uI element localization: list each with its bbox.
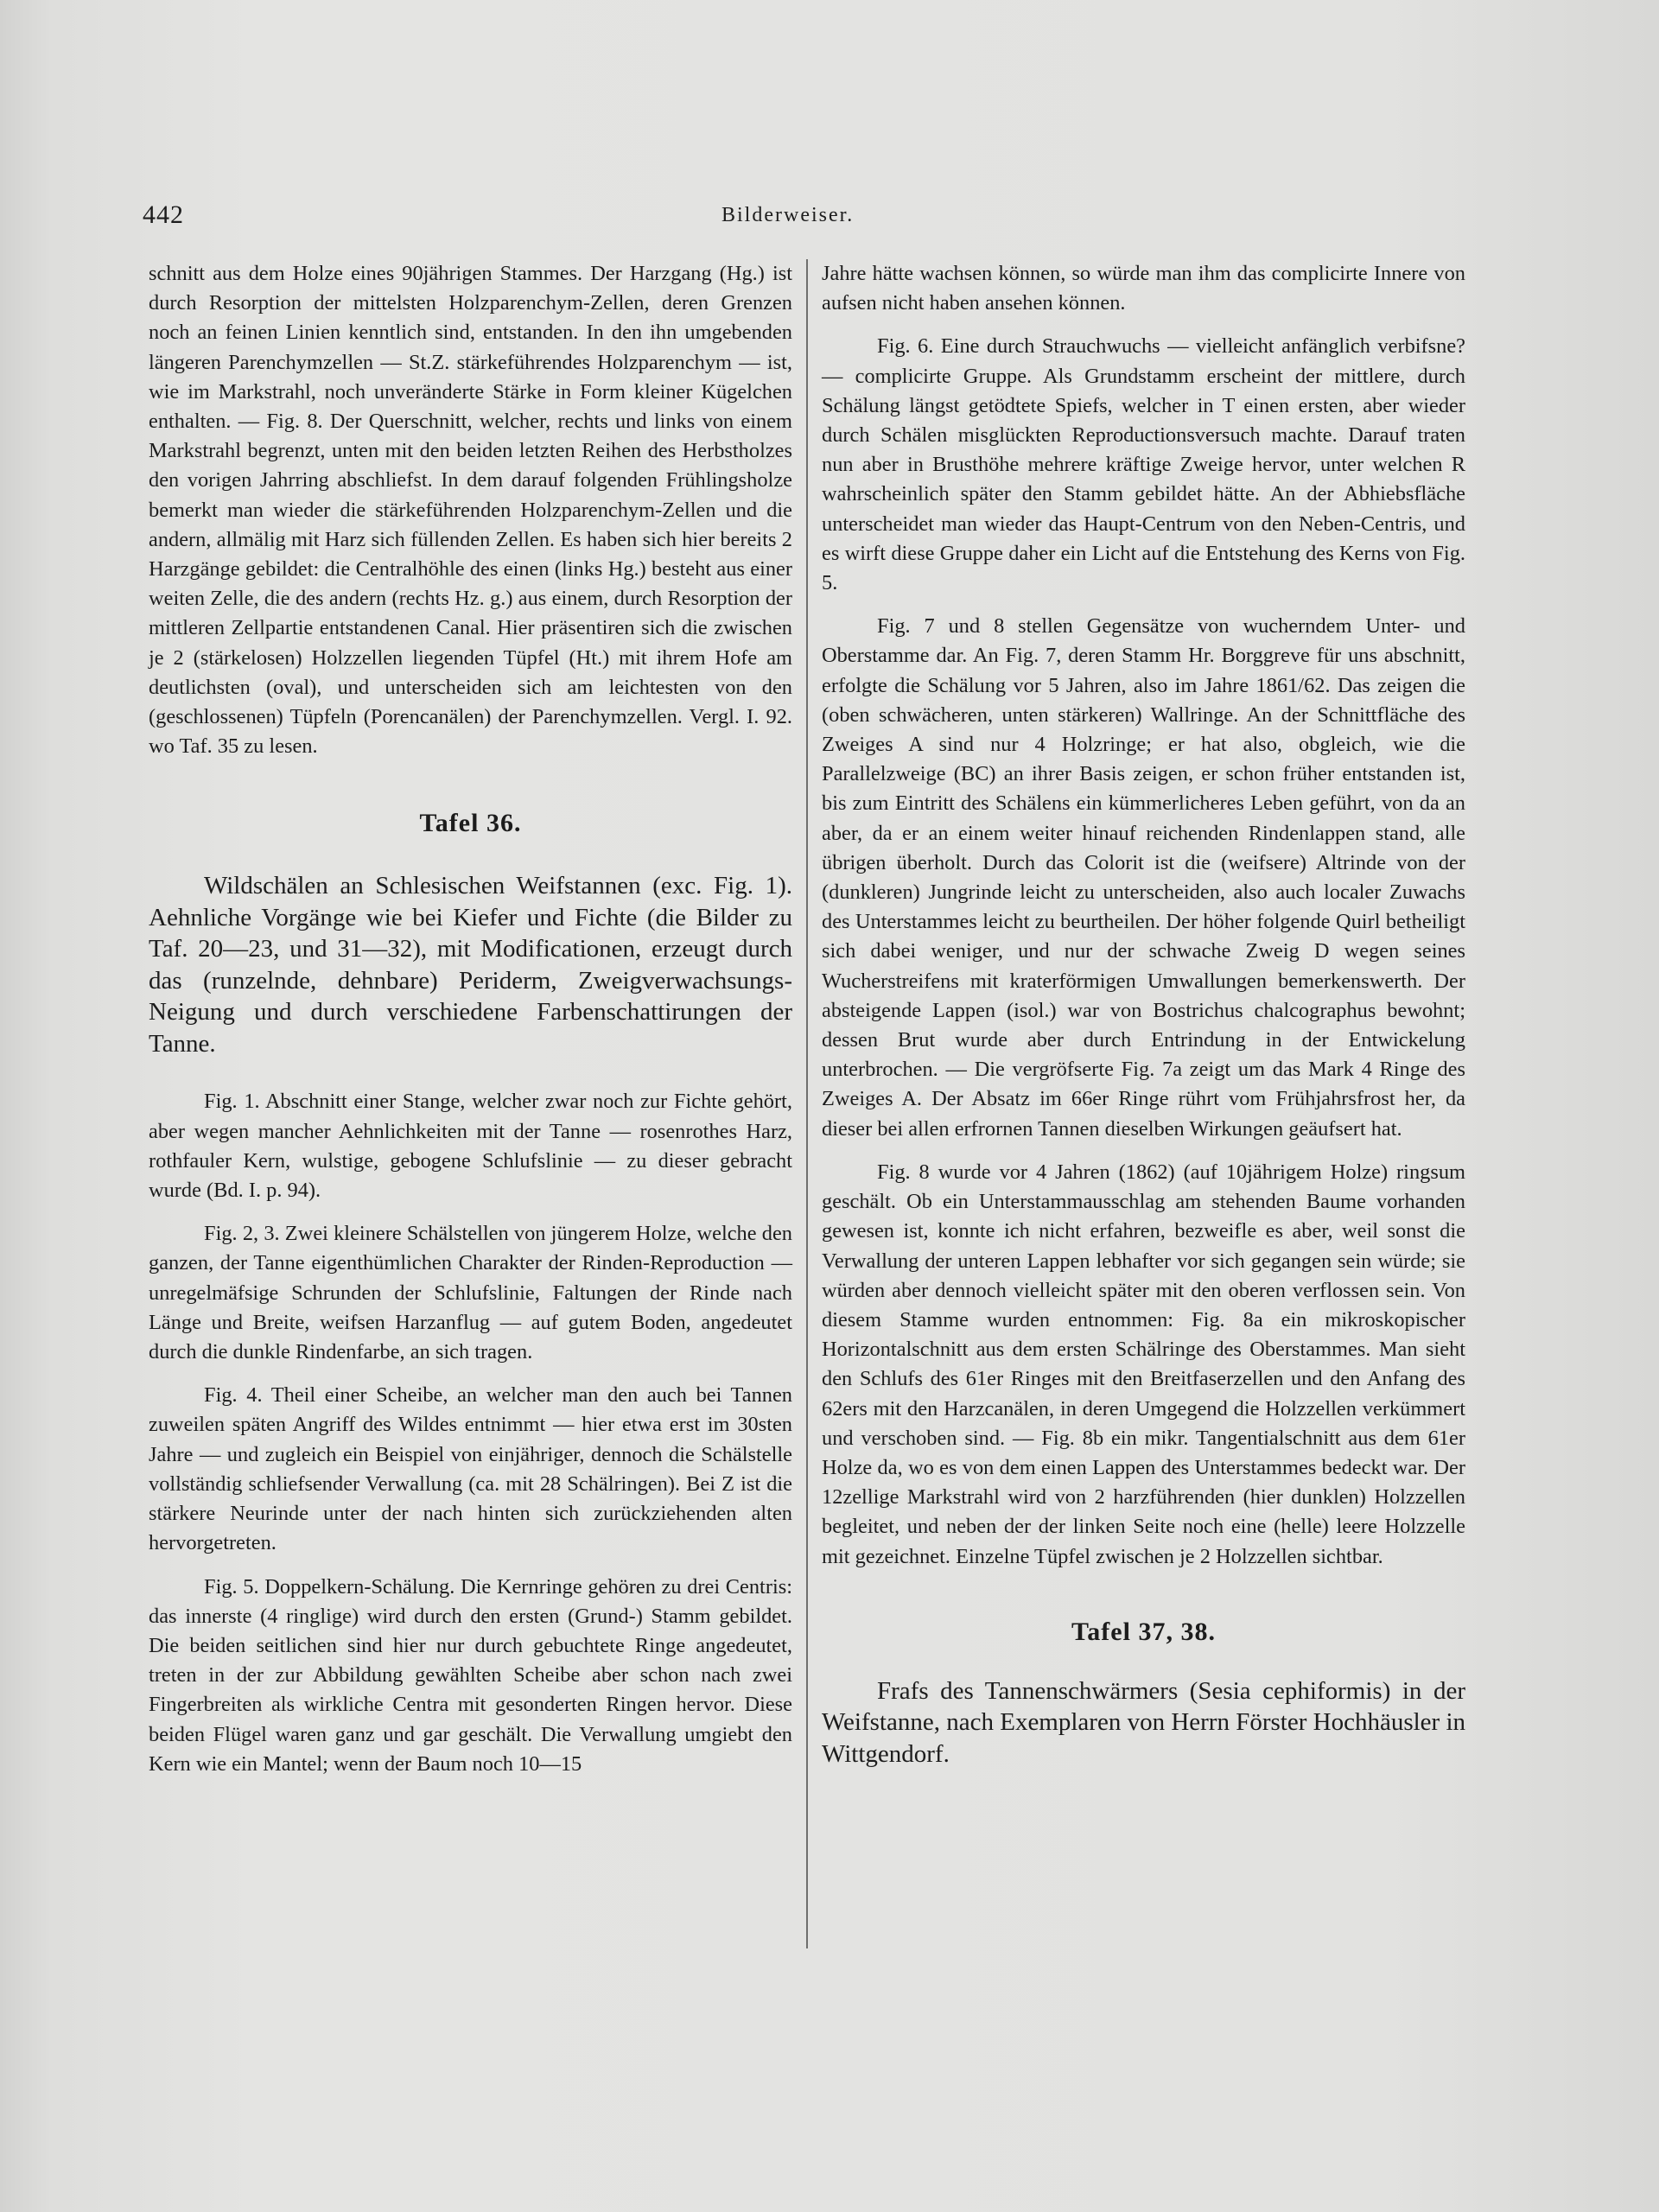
left-column	[149, 259, 792, 1779]
paragraph-fig-2-3: Fig. 2, 3. Zwei kleinere Schälstellen von jüngerem Holze, welche den ganzen, der Tanne eigenthümlichen Charakter der Rinden-Reproduction — unregelmäfsige Schrunden der Schlufslinie, Faltungen der Rinde nach Länge und Breite, weifsen Harzanflug — auf gutem Boden, angedeutet durch die dunkle Rindenfarbe, an sich tragen.	[149, 1222, 792, 1364]
paragraph-continuation: schnitt aus dem Holze eines 90jährigen Stammes. Der Harzgang (Hg.) ist durch Resorption der mittelsten Holzparenchym-Zellen, deren Grenzen noch an feinen Linien kenntlich sind, entstanden. In den ihn umgebenden längeren Parenchymzellen — St.Z. stärkeführendes Holzparenchym — ist, wie im Markstrahl, noch unveränderte Stärke in Form kleiner Kügelchen enthalten. — Fig. 8. Der Querschnitt, welcher, rechts und links von einem Markstrahl begrenzt, unten mit den beiden letzten Reihen des Herbstholzes den vorigen Jahrring abschliefst. In dem darauf folgenden Frühlingsholze bemerkt man wieder die stärkeführenden Holzparenchym-Zellen und die andern, allmälig mit Harz sich füllenden Zellen. Es haben sich hier bereits 2 Harzgänge gebildet: die Centralhöhle des einen (links Hg.) besteht aus einer weiten Zelle, die des andern (rechts Hz. g.) aus einem, durch Resorption der mittleren Zellpartie entstandenen Canal. Hier präsentiren sich die zwischen je 2 (stärkelosen) Holzzellen liegenden Tüpfel (Ht.) mit ihrem Hofe am deutlichsten (oval), und unterscheiden sich am leichtesten von den (geschlossenen) Tüpfeln (Porencanälen) der Parenchymzellen. Vergl. I. 92. wo Taf. 35 zu lesen.	[149, 262, 792, 759]
section-lead-paragraph: Frafs des Tannenschwärmers (Sesia cephiformis) in der Weifstanne, nach Exemplaren von Herrn Förster Hochhäusler in Wittgendorf.	[822, 1676, 1465, 1768]
paragraph-continuation: Jahre hätte wachsen können, so würde man ihm das complicirte Innere von aufsen nicht haben ansehen können.	[822, 262, 1465, 315]
right-column	[822, 259, 1465, 1770]
running-title: Bilderweiser.	[721, 204, 855, 226]
paragraph-fig-1: Fig. 1. Abschnitt einer Stange, welcher zwar noch zur Fichte gehört, aber wegen mancher Aehnlichkeiten mit der Tanne — rosenrothes Harz, rothfauler Kern, wulstige, gebogene Schlufslinie — zu dieser gebracht wurde (Bd. I. p. 94).	[149, 1090, 792, 1203]
paragraph-fig-7-8: Fig. 7 und 8 stellen Gegensätze von wucherndem Unter- und Oberstamme dar. An Fig. 7, deren Stamm Hr. Borggreve für uns abschnitt, erfolgte die Schälung vor 5 Jahren, also im Jahre 1861/62. Das zeigen die (oben schwächeren, unten stärkeren) Wallringe. An der Schnittfläche des Zweiges A sind nur 4 Holzringe; er hat also, obgleich, wie die Parallelzweige (BC) an ihrer Basis zeigen, er schon früher entstanden ist, bis zum Eintritt des Schälens ein kümmerlicheres Leben geführt, von da an aber, da er an einem weiter hinauf reichenden Rindenlappen stand, alle übrigen überholt. Durch das Colorit ist die (weifsere) Altrinde von der (dunkleren) Jungrinde leicht zu unterscheiden, also auch localer Zuwachs des Unterstammes leicht zu beurtheilen. Der höher folgende Quirl betheiligt sich dabei weniger, und nur der schwache Zweig D wegen seines Wucherstreifens mit kraterförmigen Umwallungen bemerkenswerth. Der absteigende Lappen (isol.) war von Bostrichus chalcographus bewohnt; dessen Brut wurde aber durch Entrindung in der Entwickelung unterbrochen. — Die vergröfserte Fig. 7a zeigt um das Mark 4 Ringe des Zweiges A. Der Absatz im 66er Ringe rührt vom Frühjahrsfrost her, da dieser bei allen erfrornen Tannen dieselben Wirkungen geäufsert hat.	[822, 614, 1465, 1141]
section-lead-paragraph: Wildschälen an Schlesischen Weifstannen (exc. Fig. 1). Aehnliche Vorgänge wie bei Kiefer und Fichte (die Bilder zu Taf. 20—23, und 31—32), mit Modificationen, erzeugt durch das (runzelnde, dehnbare) Periderm, Zweigverwachsungs-Neigung und durch verschiedene Farbenschattirungen der Tanne.	[149, 872, 792, 1058]
page-header	[143, 200, 1538, 238]
column-divider	[806, 259, 808, 1948]
paragraph-fig-5: Fig. 5. Doppelkern-Schälung. Die Kernringe gehören zu drei Centris: das innerste (4 ringlige) wird durch den ersten (Grund-) Stamm gebildet. Die beiden seitlichen sind hier nur durch gebuchtete Ringe angedeutet, treten in der zur Abbildung gewählten Scheibe aber schon nach zwei Fingerbreiten als wirkliche Centra mit gesonderten Ringen hervor. Diese beiden Flügel waren ganz und gar geschält. Die Verwallung umgiebt den Kern wie ein Mantel; wenn der Baum noch 10—15	[149, 1574, 792, 1776]
paragraph-fig-8: Fig. 8 wurde vor 4 Jahren (1862) (auf 10jährigem Holze) ringsum geschält. Ob ein Unterstammausschlag am stehenden Baume vorhanden gewesen ist, konnte ich nicht erfahren, bezweifle es aber, weil sonst die Verwallung der unteren Lappen lebhafter vor sich gegangen sein würde; sie würden aber dennoch vielleicht später mit den oberen verflossen sein. Von diesem Stamme wurden entnommen: Fig. 8a ein mikroskopischer Horizontalschnitt aus dem ersten Schälringe des Oberstammes. Man sieht den Schlufs des 61er Ringes mit den Breitfaserzellen und den Anfang des 62ers mit den Harzcanälen, in deren Umgegend die Holzzellen verkümmert und verschoben sind. — Fig. 8b ein mikr. Tangentialschnitt aus dem 61er Holze da, wo es von dem einen Lappen des Unterstammes bedeckt war. Der 12zellige Markstrahl wird von 2 harzführenden (hier dunklen) Holzzellen begleitet, und neben der der linken Seite noch eine (helle) leere Holzzelle mit gezeichnet. Einzelne Tüpfel zwischen je 2 Holzzellen sichtbar.	[822, 1160, 1465, 1568]
page-number: 442	[143, 200, 184, 229]
section-heading-tafel-36: Tafel 36.	[419, 809, 522, 838]
paragraph-fig-6: Fig. 6. Eine durch Strauchwuchs — vielleicht anfänglich verbifsne? — complicirte Gruppe. Als Grundstamm erscheint der mittlere, durch Schälung längst getödtete Spiefs, welcher in T einen ersten, aber wieder durch Schälen misglückten Reproductionsversuch machte. Darauf traten nun aber in Brusthöhe mehrere kräftige Zweige hervor, unter welchen R wahrscheinlich später den Stamm gebildet hätte. An der Abhiebsfläche unterscheidet man wieder das Haupt-Centrum von den Neben-Centris, und es wirft diese Gruppe daher ein Licht auf die Entstehung des Kerns von Fig. 5.	[822, 334, 1465, 595]
section-heading-tafel-37-38: Tafel 37, 38.	[1071, 1617, 1216, 1646]
paragraph-fig-4: Fig. 4. Theil einer Scheibe, an welcher man den auch bei Tannen zuweilen späten Angriff des Wildes entnimmt — hier etwa erst im 30sten Jahre — und zugleich ein Beispiel von einjähriger, dennoch die Schälstelle vollständig schliefsender Verwallung (ca. mit 28 Schälringen). Bei Z ist die stärkere Neurinde unter der nach hinten sich zurückziehenden alten hervorgetreten.	[149, 1383, 792, 1555]
